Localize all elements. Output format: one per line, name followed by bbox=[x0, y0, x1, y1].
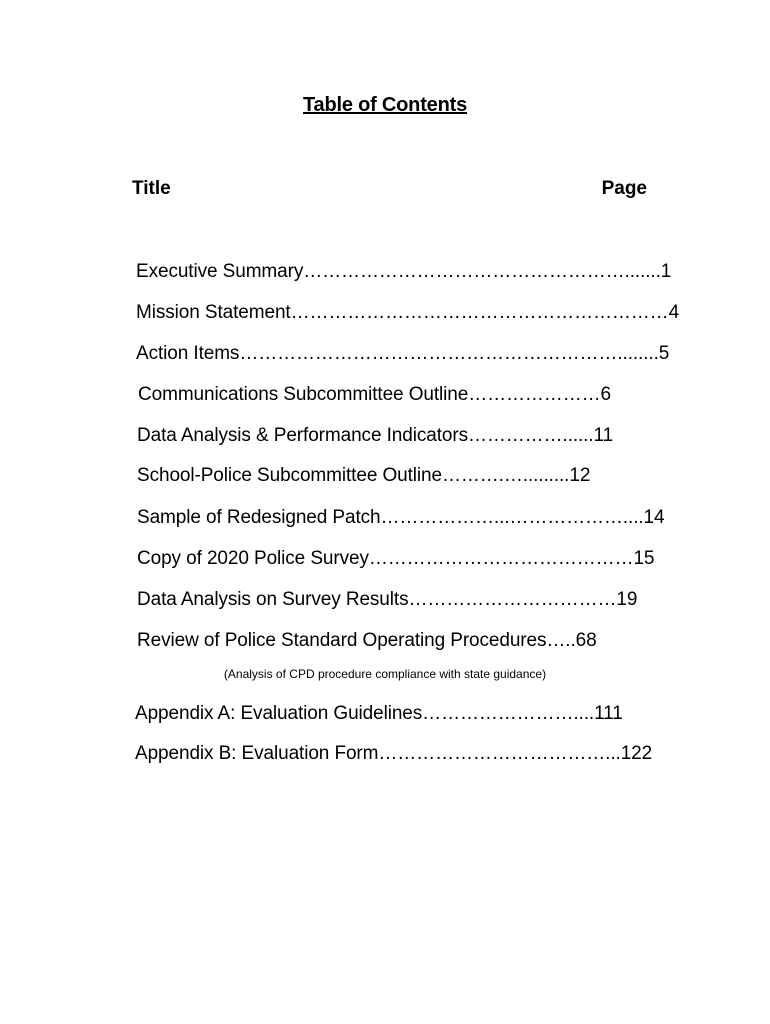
toc-entry-appendix-a: Appendix A: Evaluation Guidelines……………………....111 bbox=[135, 703, 623, 724]
toc-entry-appendix-b: Appendix B: Evaluation Form………………………………...122 bbox=[135, 743, 653, 764]
toc-entry-executive-summary: Executive Summary…………………………………………….......1 bbox=[136, 261, 672, 282]
toc-entry-data-analysis-performance: Data Analysis & Performance Indicators……………......11 bbox=[137, 425, 614, 446]
toc-entry-action-items: Action Items……………………………………………………........5 bbox=[136, 343, 670, 364]
toc-entry-standard-operating-procedures: Review of Police Standard Operating Procedures…..68 bbox=[137, 630, 597, 651]
toc-note: (Analysis of CPD procedure compliance with state guidance) bbox=[223, 667, 547, 681]
column-header-title: Title bbox=[132, 178, 171, 199]
toc-entry-redesigned-patch: Sample of Redesigned Patch………………...………………....14 bbox=[137, 507, 665, 528]
toc-entry-mission-statement: Mission Statement……………………………………………………4 bbox=[136, 302, 680, 323]
page-title: Table of Contents bbox=[302, 94, 467, 116]
toc-entry-school-police-subcommittee: School-Police Subcommittee Outline……….….........12 bbox=[137, 465, 591, 486]
toc-entry-communications-subcommittee: Communications Subcommittee Outline…………………6 bbox=[138, 384, 611, 405]
toc-entry-survey-results: Data Analysis on Survey Results……………………………19 bbox=[137, 589, 638, 610]
column-header-page: Page bbox=[601, 178, 647, 199]
toc-entry-police-survey: Copy of 2020 Police Survey……………………………………15 bbox=[137, 548, 655, 569]
